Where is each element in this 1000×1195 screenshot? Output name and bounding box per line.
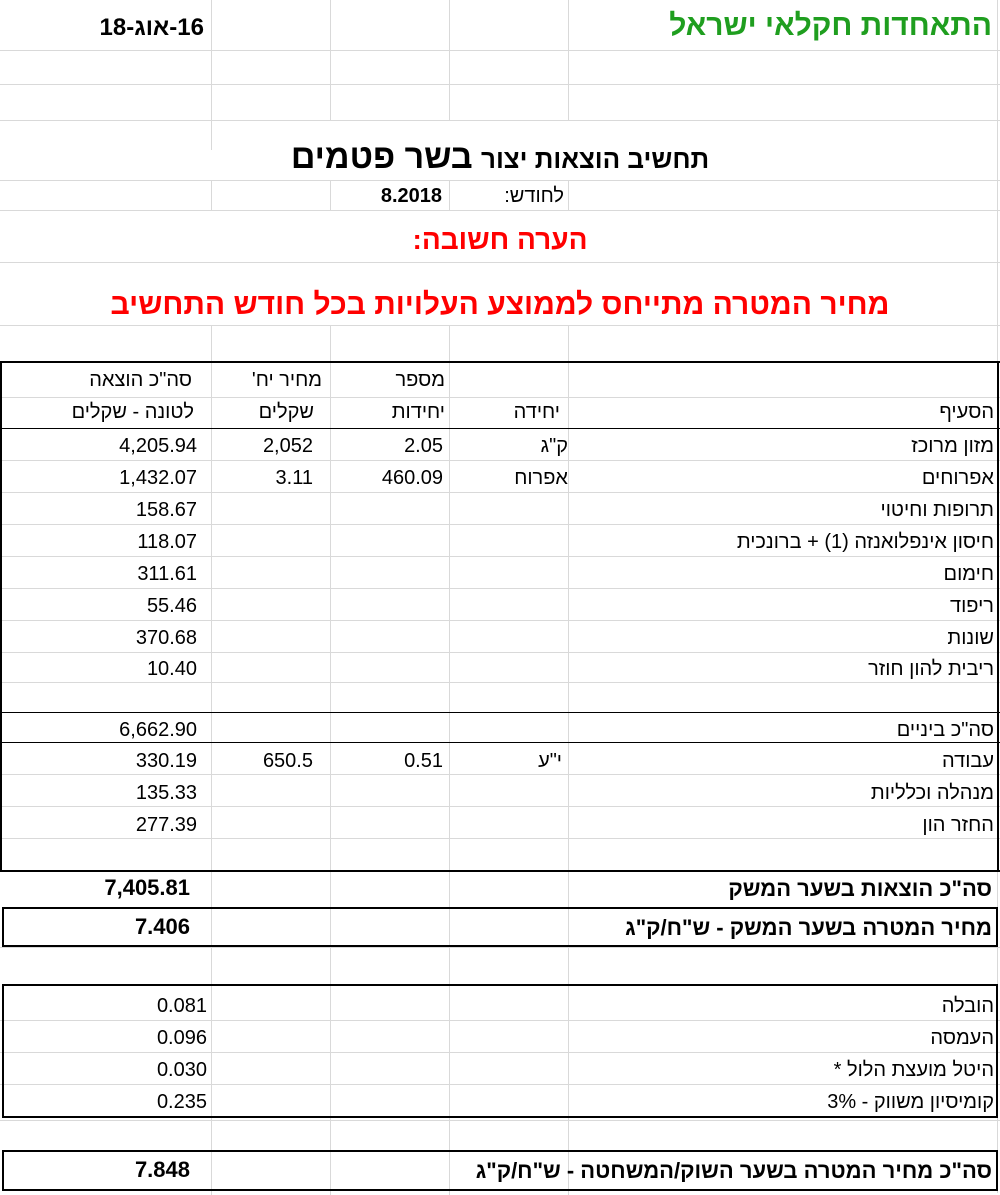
grid-line — [0, 492, 1000, 493]
farm-total-label: סה"כ הוצאות בשער המשק — [728, 876, 992, 901]
extra-value: 0.096 — [156, 1027, 207, 1049]
row-total: 330.19 — [135, 750, 197, 772]
grid-line — [0, 1120, 1000, 1121]
grid-line — [0, 180, 1000, 181]
table-border — [997, 361, 999, 872]
grid-line — [0, 210, 1000, 211]
org-name: התאחדות חקלאי ישראל — [669, 9, 992, 42]
col-header-qty-1: מספר — [395, 369, 445, 391]
grid-line — [0, 652, 1000, 653]
note-text: מחיר המטרה מתייחס לממוצע העלויות בכל חודש התחשיב — [110, 288, 890, 321]
row-total: 311.61 — [137, 563, 197, 585]
row-total: 135.33 — [135, 782, 197, 804]
table-border — [0, 742, 1000, 743]
table-border — [0, 361, 1000, 363]
row-item: ריפוד — [950, 595, 994, 617]
row-item: מזון מרוכז — [911, 435, 994, 457]
grid-line — [0, 84, 1000, 85]
note-title: הערה חשובה: — [412, 224, 588, 255]
title-prefix: תחשיב הוצאות יצור — [480, 144, 710, 174]
row-item: עבודה — [942, 750, 994, 772]
extra-value: 0.030 — [156, 1059, 207, 1081]
grid-line — [568, 0, 569, 120]
grid-line — [0, 774, 1000, 775]
title-main: בשר פטמים — [290, 138, 473, 176]
col-header-qty-2: יחידות — [391, 401, 445, 423]
grid-line — [0, 588, 1000, 589]
market-target-label: סה"כ מחיר המטרה בשער השוק/המשחטה - ש"ח/ק"ג — [475, 1158, 992, 1183]
extra-value: 0.081 — [156, 995, 207, 1017]
row-total: 4,205.94 — [119, 435, 197, 457]
grid-line — [0, 262, 1000, 263]
farm-target-label: מחיר המטרה בשער המשק - ש"ח/ק"ג — [625, 915, 992, 940]
grid-line — [0, 556, 1000, 557]
table-border — [0, 428, 1000, 429]
table-border — [0, 712, 1000, 713]
grid-line — [0, 947, 1000, 948]
grid-line — [0, 620, 1000, 621]
grid-line — [449, 0, 450, 120]
grid-line — [0, 50, 1000, 51]
grid-line — [0, 524, 1000, 525]
row-price: 3.11 — [275, 467, 313, 489]
row-qty: 460.09 — [381, 467, 443, 489]
col-header-price-2: שקלים — [258, 401, 314, 423]
extra-item: העמסה — [930, 1027, 994, 1049]
grid-line — [0, 838, 1000, 839]
grid-line — [0, 120, 1000, 121]
subtotal-value: 6,662.90 — [119, 719, 197, 741]
report-date: 16-אוג-18 — [99, 14, 204, 41]
table-border — [0, 870, 1000, 872]
grid-line — [568, 180, 569, 210]
extra-item: קומיסיון משווק - 3% — [827, 1091, 994, 1113]
row-unit: י"ע — [538, 750, 562, 772]
row-item: שונות — [947, 627, 994, 649]
row-item: חימום — [943, 563, 994, 585]
grid-line — [211, 0, 212, 150]
extra-item: היטל מועצת הלול * — [833, 1059, 994, 1081]
grid-line — [211, 180, 212, 210]
row-qty: 0.51 — [404, 750, 443, 772]
grid-line — [0, 806, 1000, 807]
market-target-value: 7.848 — [134, 1157, 190, 1182]
row-item: אפרוחים — [921, 467, 994, 489]
grid-line — [449, 180, 450, 210]
grid-line — [0, 325, 1000, 326]
row-total: 55.46 — [146, 595, 197, 617]
grid-line — [0, 460, 1000, 461]
farm-target-value: 7.406 — [134, 914, 190, 939]
col-header-unit: יחידה — [513, 401, 560, 423]
row-unit: אפרוח — [514, 467, 568, 489]
grid-line — [0, 397, 1000, 398]
farm-total-value: 7,405.81 — [104, 875, 190, 900]
row-price: 650.5 — [262, 750, 313, 772]
subtotal-label: סה"כ ביניים — [896, 719, 994, 741]
row-item: מנהלה וכלליות — [870, 782, 994, 804]
page-title — [0, 140, 1000, 174]
grid-line — [330, 180, 331, 210]
table-border — [0, 361, 2, 872]
row-total: 10.40 — [146, 658, 197, 680]
row-unit: ק"ג — [540, 435, 568, 457]
col-header-total-2: לטונה - שקלים — [71, 401, 194, 423]
row-qty: 2.05 — [404, 435, 443, 457]
row-item: החזר הון — [922, 814, 994, 836]
row-item: תרופות וחיטוי — [880, 499, 994, 521]
row-total: 1,432.07 — [119, 467, 197, 489]
row-total: 370.68 — [135, 627, 197, 649]
col-header-price-1: מחיר יח' — [251, 369, 322, 391]
extra-value: 0.235 — [156, 1091, 207, 1113]
col-header-item: הסעיף — [939, 401, 994, 423]
grid-line — [330, 0, 331, 120]
row-total: 277.39 — [135, 814, 197, 836]
col-header-total-1: סה"כ הוצאה — [89, 369, 192, 391]
row-item: ריבית להון חוזר — [868, 658, 994, 680]
month-label: לחודש: — [504, 185, 564, 207]
row-total: 118.07 — [137, 531, 197, 553]
extra-item: הובלה — [941, 995, 994, 1017]
row-item: חיסון אינפלואנזה (1) + ברונכית — [736, 531, 994, 553]
row-total: 158.67 — [135, 499, 197, 521]
month-value: 8.2018 — [380, 185, 442, 207]
grid-line — [0, 682, 1000, 683]
row-price: 2,052 — [262, 435, 313, 457]
